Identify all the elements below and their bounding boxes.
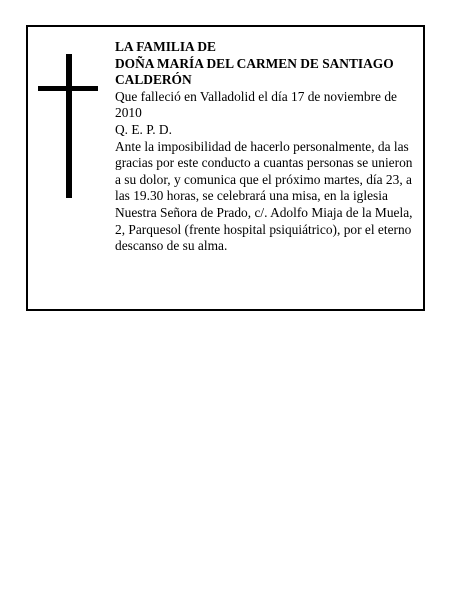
heading-family: LA FAMILIA DE [115, 39, 216, 54]
cross-vertical-bar [66, 54, 72, 198]
rip-abbreviation: Q. E. P. D. [115, 121, 172, 137]
heading-deceased-name: DOÑA MARÍA DEL CARMEN DE SANTIAGO CALDERÓN [115, 55, 394, 88]
cross-horizontal-bar [38, 86, 98, 91]
death-statement: Que falleció en Valladolid el día 17 de noviembre de 2010 [115, 88, 397, 121]
notice-text [115, 39, 415, 255]
mass-announcement: Ante la imposibilidad de hacerlo personalmente, da las gracias por este conducto a cuantas personas se unieron a su dolor, y comunica que el próximo martes, día 23, a las 19.30 horas, se celebrará una misa, en la iglesia Nuestra Señora de Prado, c/. Adolfo Miaja de la Muela, 2, Parquesol (frente hospital psiquiátrico), por el eterno descanso de su alma. [115, 138, 413, 254]
obituary-notice [26, 25, 425, 311]
